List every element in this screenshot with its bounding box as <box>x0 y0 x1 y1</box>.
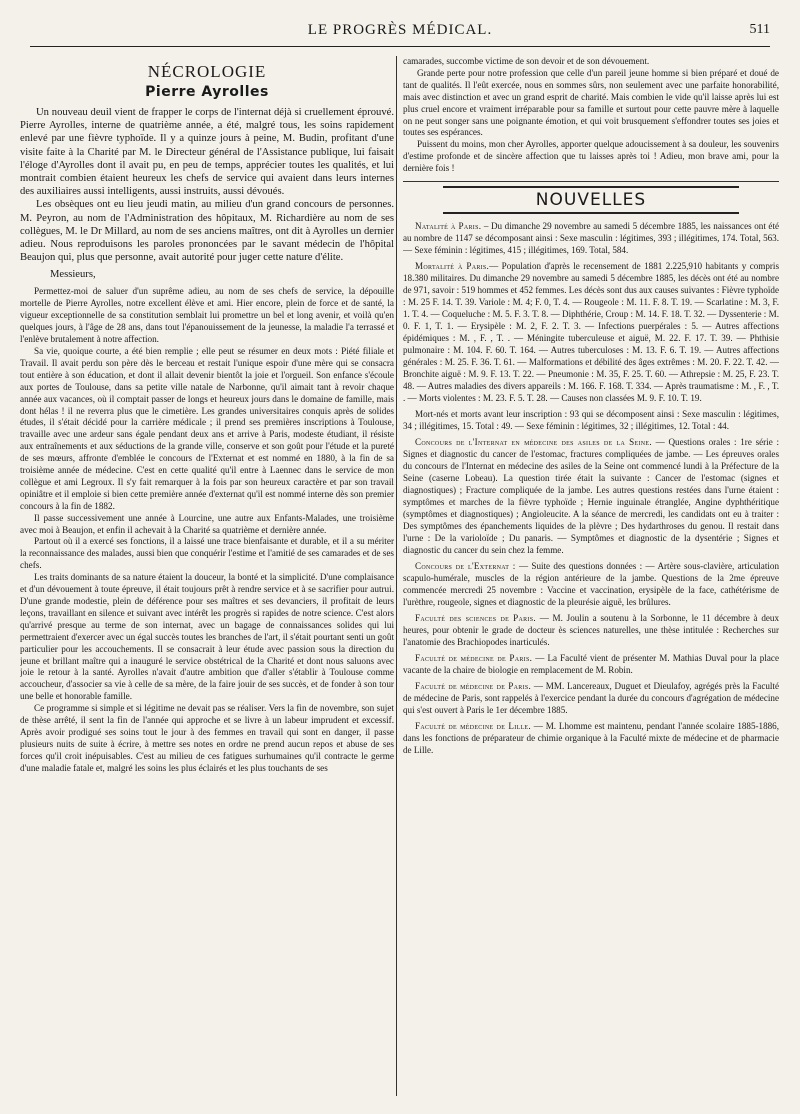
nouvelles-heading: NOUVELLES <box>443 186 739 214</box>
necrologie-heading: NÉCROLOGIE <box>147 62 267 81</box>
speech-paragraph: Permettez-moi de saluer d'un suprême adieu, au nom de ses chefs de service, la dépouille mortelle de Pierre Ayrolles, notre excellent élève et ami. Hier encore, plein de force et de santé, la vigueur exceptionnelle de sa constitution semblait lui promettre un bel et long avenir, et voilà qu'en quelques jours, à l'âge de 28 ans, dans tout l'épanouissement de la jeunesse, la maladie l'a terrassé et l'enlève brutalement à notre affection. <box>20 286 394 345</box>
news-item-lead: Faculté de médecine de Paris. <box>415 653 533 664</box>
speech-continuation: camarades, succombe victime de son devoir et de son dévouement. <box>403 56 650 66</box>
news-item-lead: Faculté de médecine de Lille. <box>415 721 531 732</box>
news-item-text: — La Faculté vient de présenter M. Mathias Duval pour la place vacante de la chaire de biologie en remplacement de M. Robin. <box>403 653 779 676</box>
news-item-lead: Concours de l'Externat : <box>415 561 516 572</box>
obituary-name: Pierre Ayrolles <box>145 84 269 100</box>
news-item-text: – Du dimanche 29 novembre au samedi 5 décembre 1885, les naissances ont été au nombre de 1147 se décomposant ainsi : Sexe masculin : légitimes, 393 ; illégitimes, 174. Total, 563. — Sexe féminin : légitimes, 415 ; illégitimes, 169. Total, 584. <box>403 221 779 256</box>
news-item-lead: Natalité à Paris. <box>415 221 482 232</box>
nouvelles-list <box>403 220 779 756</box>
obituary-paragraph: Les obsèques ont eu lieu jeudi matin, au milieu d'un grand concours de personnes. M. Peyron, au nom de l'Administration des hôpitaux, M. Richardière au nom de ses collègues, M. le Dr Millard, au nom de ses anciens maîtres, ont dit à Ayrolles un dernier adieu. Nous reproduisons les paroles prononcées par le savant médecin de l'hôpital Beaujon qui, plus que personne, avait autorité pour juger cette nature d'élite. <box>20 199 394 264</box>
news-item-lead: Mortalité à Paris. <box>415 261 490 272</box>
news-item <box>403 652 779 676</box>
news-item <box>403 720 779 756</box>
news-item-text: — M. Joulin a soutenu à la Sorbonne, le 11 décembre à deux heures, pour obtenir le grade de docteur ès sciences naturelles, une thèse intitulée : Recherches sur l'anatomie des Brachiopodes inarticulés. <box>403 613 779 648</box>
speech-paragraph: Partout où il a exercé ses fonctions, il a laissé une trace bienfaisante et durable, et il a su mériter la reconnaissance des malades, aussi bien que conquérir l'estime et l'amitié de ses camarades et de ses chefs. <box>20 536 394 571</box>
speech-paragraph: Il passe successivement une année à Lourcine, une autre aux Enfants-Malades, une troisième avec moi à Beaujon, et enfin il achevait à la Charité sa quatrième et dernière année. <box>20 512 394 535</box>
news-item-text: Mort-nés et morts avant leur inscription : 93 qui se décomposent ainsi : Sexe masculin : légitimes, 34 ; illégitimes, 15. Total : 49. — Sexe féminin : légitimes, 32 ; illégitimes, 12. Total : 44. <box>403 409 779 432</box>
news-item-lead: Faculté de médecine de Paris. <box>415 681 532 692</box>
news-item <box>403 680 779 716</box>
news-item <box>403 260 779 404</box>
speech-continuation: Grande perte pour notre profession que celle d'un pareil jeune homme si bien préparé et doué de tant de qualités. Il l'eût exercée, nous en sommes sûrs, non seulement avec une parfaite honorabilité, mais avec distinction et avec un grand esprit de charité. Mais combien le vide qu'il laisse après lui est plus cruel encore et vraiment irréparable pour sa famille et surtout pour cette pauvre mère à laquelle on ne peut songer sans une poignante émotion, et qui voit brusquement s'effondrer toutes ses joies et toutes ses espérances. <box>403 67 779 138</box>
column-divider <box>396 56 397 1096</box>
speech-salutation: Messieurs, <box>50 269 96 281</box>
speech-paragraph: Sa vie, quoique courte, a été bien remplie ; elle peut se résumer en deux mots : Piété filiale et Travail. Il avait perdu son père dès le berceau et restait l'unique espoir d'une mère qui se consacra tout entière à son éducation, et dont il allait devenir bientôt la joie et l'orgueil. Son enfance s'écoule aux portes de Toulouse, dans sa petite ville natale de Narbonne, qu'il aimait tant à revoir chaque année aux vacances, où il comptait passer de longs et heureux jours dans le domaine de famille, mais dont hélas ! il ne reverra plus que le cimetière. Les grandes universitaires conquis après de solides études, il s'était décidé pour la carrière médicale ; il prend ses premières inscriptions à Toulouse, travaille avec une ardeur sans égale pendant deux ans et arrive à Paris, modeste étudiant, il résiste aux entraînements et aux séductions de la grande ville, conserve et son goût pour l'étude et la pureté de ses mœurs, affronte d'emblée le concours de l'Externat et est nommé en 1880, à la fin de sa troisième année de médecine. C'est en cette qualité qu'il entre à Laennec dans le service de mon collègue et ami Legroux. Il s'y fait remarquer à la fois par son heureux caractère et par son travail opiniâtre et il emploie si bien cette première année d'externat qu'il est nommé interne dès son premier concours à la fin de 1882. <box>20 345 394 511</box>
journal-title: LE PROGRÈS MÉDICAL. <box>307 22 493 38</box>
page-number: 511 <box>749 22 770 37</box>
news-item-text: — MM. Lancereaux, Duguet et Dieulafoy, agrégés près la Faculté de médecine de Paris, sont rappelés à l'exercice pendant la durée du concours d'agrégation de médecine qui s'est ouvert à Paris le 1er décembre 1885. <box>403 681 779 716</box>
running-head <box>30 18 770 42</box>
obituary-paragraph: Un nouveau deuil vient de frapper le corps de l'internat déjà si cruellement éprouvé. Pierre Ayrolles, interne de quatrième année, a été, malgré tous, les soins rapidement enlevé par une fièvre typhoïde. Il y a quinze jours à peine, M. Budin, profitant d'une visite faite à la Charité par M. le Directeur général de l'Assistance publique, lui faisait l'éloge d'Ayrolles dont il avait pu, en peu de temps, apprécier toutes les qualités, et lui montrait combien étaient heureux les chefs de service qui avaient dans leurs internes des auxiliaires aussi intelligents, aussi instruits, aussi dévoués. <box>20 107 394 198</box>
right-column <box>403 56 779 1106</box>
news-item-lead: Concours de l'Internat en médecine des asiles de la Seine. <box>415 437 652 448</box>
section-rule <box>403 181 779 182</box>
header-rule <box>30 46 770 47</box>
speech-continuation: Puissent du moins, mon cher Ayrolles, apporter quelque adoucissement à sa douleur, les souvenirs d'estime profonde et de sincère affection que tu laisses après toi ! Adieu, mon brave ami, pour la dernière fois ! <box>403 139 779 174</box>
news-item-text: — Questions orales : 1re série : Signes et diagnostic du cancer de l'estomac, fractures compliquées de jambe. — Les épreuves orales du concours de l'Internat en médecine des asiles de la Seine ont commencé lundi à la Préfecture de la Seine (caserne Lobeau). La question tirée était la suivante : Cancer de l'estomac (signes et diagnostiques) ; Fracture compliquée de la jambe. Les autres questions restées dans l'urne étaient : symptômes et marches de la fièvre typhoïde ; Hernie inguinale étranglée, Angine dyphthéritique (symptômes et diagnostiques) ; Angioleucite. A la séance de mercredi, les candidats ont eu à traiter : Des symptômes des épanchements liquides de la plèvre ; Des hydarthroses du genou. Il restait dans l'urne : De la varioloïde ; Du panaris. — Symptômes et diagnostic de la dysentérie ; Signes et diagnostic du cancer du sein chez la femme. <box>403 437 779 556</box>
news-item <box>403 612 779 648</box>
news-item <box>403 408 779 432</box>
news-item-text: — Suite des questions données : — Artère sous-clavière, articulation scapulo-humérale, muscles de la région antérieure de la jambe. Questions de la 2me épreuve commencée mercredi 25 novembre : Vaccine et vaccination, erysipèle de la face, cathétérisme de l'urèthre, rougeole, signes et diagnostic de la pleurésie aiguë, les brûlures. <box>403 561 779 608</box>
news-item <box>403 436 779 556</box>
news-item-lead: Faculté des sciences de Paris. <box>415 613 536 624</box>
news-item-text: — Population d'après le recensement de 1881 2.225,910 habitants y compris 18.380 militaires. Du dimanche 29 novembre au samedi 5 décembre 1885, les décès ont été au nombre de 971, savoir : 519 hommes et 452 femmes. Les décès sont dus aux causes suivantes : Fièvre typhoïde : M. 25 F. 14. T. 39. Variole : M. 4; F. 0, T. 4. — Rougeole : M. 11. F. 8. T. 19. — Scarlatine : M. 3, F. 1. T. 4. — Coqueluche : M. 5. F. 3. T. 8. — Diphthérie, Croup : M. 14. F. 18. T. 32. — Dyssenterie : M. 0. F. 1, T. 1. — Erysipèle : M. 2, F. 2. T. 3. — Infections puerpérales : 5. — Autres affections épidémiques : M. , F. , T. . — Méningite tuberculeuse et aiguë, M. 22. F. 17. T. 39. — Phthisie pulmonaire : M. 104. F. 60. T. 164. — Autres tuberculoses : M. 13. F. 6. T. 19. — Autres affections générales : M. 25. F. 36. T. 61. — Malformations et débilité des âges extrêmes : M. 20. F. 22. T. 42. — Bronchite aiguë : M. 9. F. 13. T. 22. — Pneumonie : M. 35, F. 25. T. 60. — Athrepsie : M. 25, F. 23. T. 48. — Autres maladies des divers appareils : M. 166. F. 168. T. 334. — Après traumatisme : M. , F. , T. . — Morts violentes : M. 23. F. 5. T. 28. — Causes non classées M. 9. F. 10. T. 19. <box>403 261 779 404</box>
news-item-text: — M. Lhomme est maintenu, pendant l'année scolaire 1885-1886, dans les fonctions de préparateur de chimie organique à la Faculté mixte de médecine et de pharmacie de Lille. <box>403 721 779 756</box>
speech-paragraph: Les traits dominants de sa nature étaient la douceur, la bonté et la simplicité. D'une complaisance et d'un dévouement à toute épreuve, il était toujours prêt à rendre service et à se sacrifier pour autrui. D'une grande modestie, plein de déférence pour ses maîtres et ses devanciers, il profitait de leurs leçons, travaillant en silence et suivant avec intérêt les progrès si rapides de notre science. C'est alors qu'arrivé presque au terme de son internat, avec un bagage de connaissances solides qui lui permettraient d'exercer avec un égal succès toutes les branches de l'art, il s'était pourtant senti un goût particulier pour les accouchements. Il se consacrait à leur étude avec passion sous la direction du jeune et brillant maître qui a inauguré le service obstétrical de la Charité et dont nous saluons avec joie le retour à la santé. Ayrolles n'avait d'autre ambition que d'aller s'établir à Toulouse comme accoucheur, d'associer sa vie à celle de sa mère, de la faire jouir de ses succès, et de fonder à son tour une belle et honorable famille. <box>20 572 394 702</box>
news-item <box>403 560 779 608</box>
news-item <box>403 220 779 256</box>
speech-paragraph: Ce programme si simple et si légitime ne devait pas se réaliser. Vers la fin de novembre, son sujet de thèse arrêté, il sent la fin de l'année qui approche et se livre à un labeur imprudent et excessif. Après avoir prodigué ses soins tout le jour à des femmes en travail qui sont en danger, il passe plusieurs nuits de suite à écrire, à mettre ses notes en ordre ne prend aucun repos et abuse de ses forces qu'il croit inépuisables. C'est au milieu de ces fatigues surhumaines qu'il contracte le germe d'une maladie fatale et, malgré les soins les plus éclairés et les plus touchants de ses <box>20 703 394 773</box>
left-column <box>20 56 394 1106</box>
